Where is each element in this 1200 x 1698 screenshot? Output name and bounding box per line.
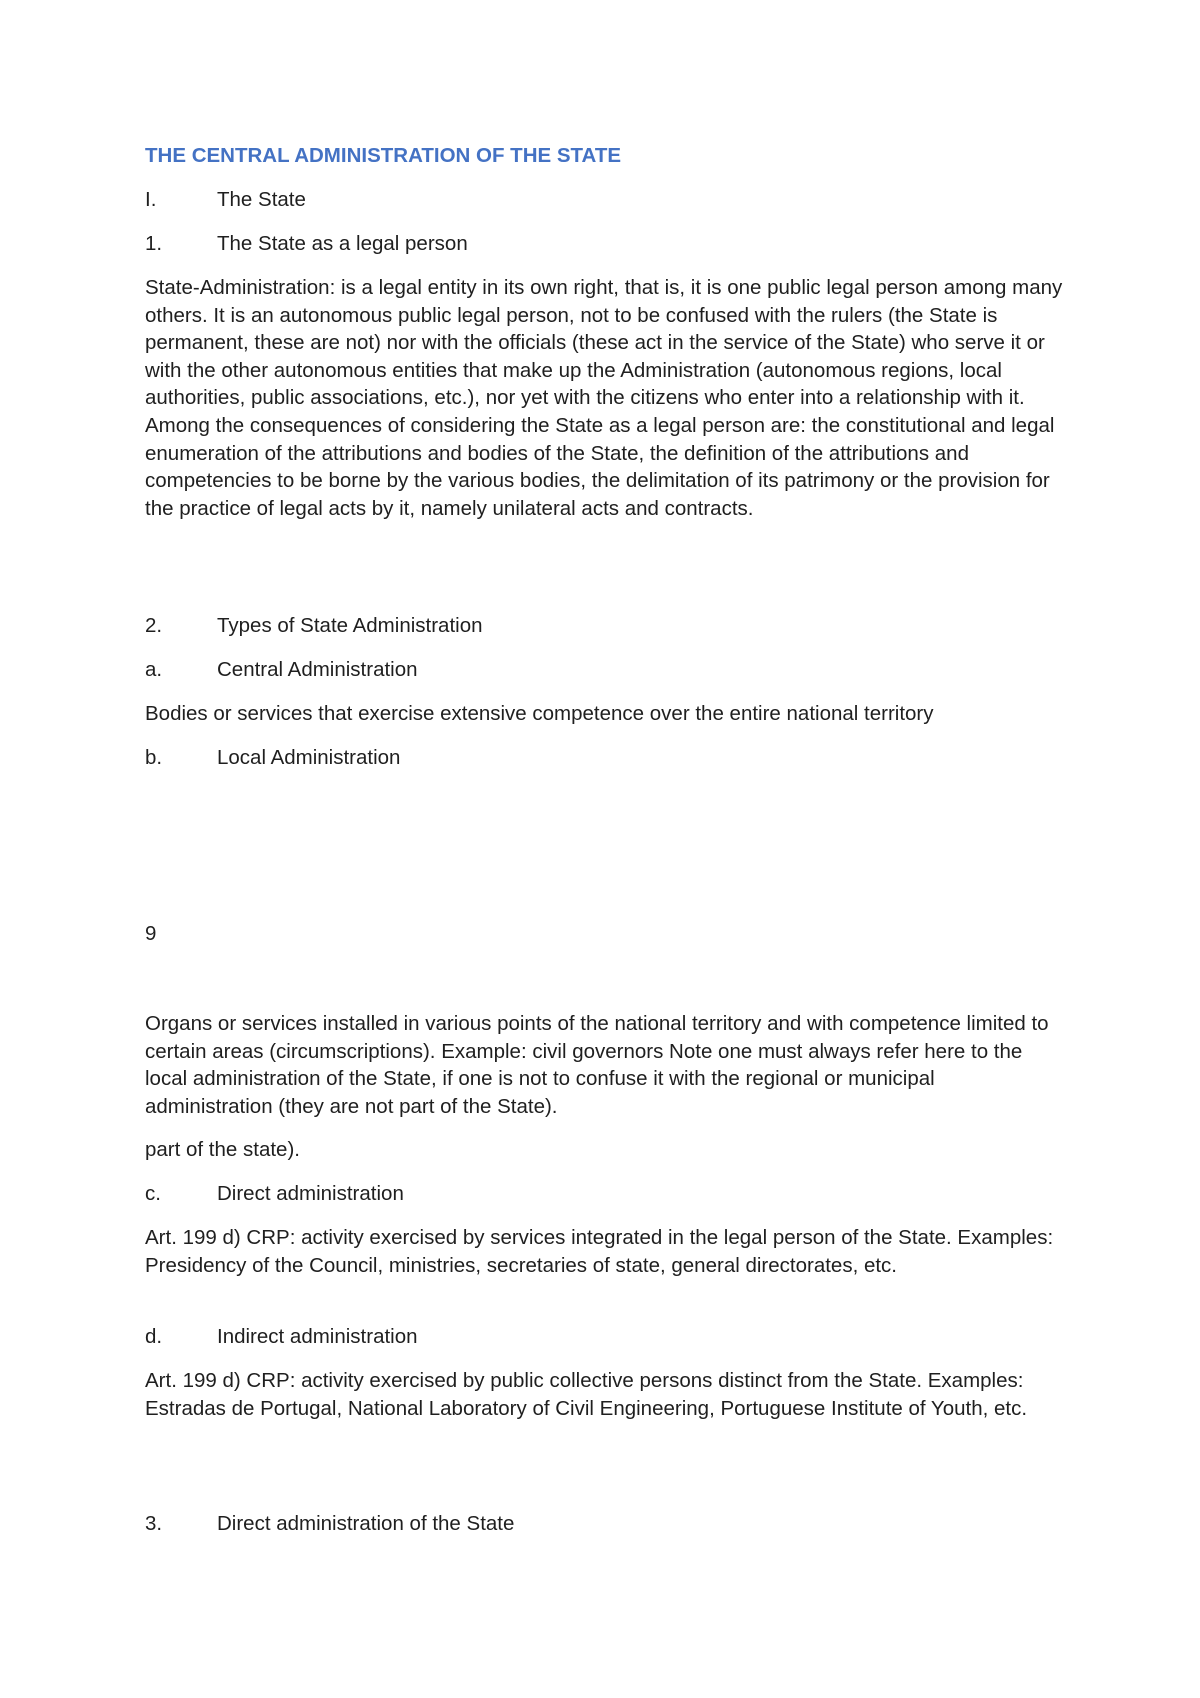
item-letter: c. (145, 1182, 161, 1205)
paragraph-direct-administration: Art. 199 d) CRP: activity exercised by services integrated in the legal person of the State. Examples: Presidency of the Council, ministries, secretaries of state, general directorates, etc. (145, 1226, 1054, 1277)
paragraph-central-administration: Bodies or services that exercise extensive competence over the entire national territory (145, 702, 934, 725)
paragraph-legal-person: State-Administration: is a legal entity in its own right, that is, it is one public legal person among many others. It is an autonomous public legal person, not to be confused with the rulers (the State is permanent, these are not) nor with the officials (these act in the service of the State) who serve it or with the other autonomous entities that make up the Administration (autonomous regions, local authorities, public associations, etc.), nor yet with the citizens who enter into a relationship with it. Among the consequences of considering the State as a legal person are: the constitutional and legal enumeration of the attributions and bodies of the State, the definition of the attributions and competencies to be borne by the various bodies, the delimitation of its patrimony or the provision for the practice of legal acts by it, namely unilateral acts and contracts. (145, 276, 1063, 520)
section-label: Types of State Administration (217, 614, 483, 637)
paragraph-local-administration: Organs or services installed in various points of the national territory and with competence limited to certain areas (circumscriptions). Example: civil governors Note one must always refer here to the local administration of the State, if one is not to confuse it with the regional or municipal administration (they are not part of the State). (145, 1012, 1049, 1118)
item-heading-c (145, 1180, 1065, 1208)
item-label: Indirect administration (217, 1325, 418, 1348)
section-heading-2 (145, 612, 1065, 640)
section-heading-I (145, 186, 1065, 214)
section-number: I. (145, 188, 157, 211)
item-heading-b (145, 744, 1065, 772)
page-number: 9 (145, 922, 157, 945)
item-label: Direct administration (217, 1182, 404, 1205)
section-heading-1 (145, 230, 1065, 258)
item-heading-a (145, 656, 1065, 684)
section-number: 3. (145, 1512, 163, 1535)
section-label: Direct administration of the State (217, 1512, 515, 1535)
section-label: The State as a legal person (217, 232, 468, 255)
paragraph-indirect-administration: Art. 199 d) CRP: activity exercised by public collective persons distinct from the State. Examples: Estradas de Portugal, National Laboratory of Civil Engineering, Portuguese Institute of Youth, etc. (145, 1369, 1028, 1420)
item-letter: d. (145, 1325, 163, 1348)
section-heading-3 (145, 1510, 1065, 1538)
paragraph-fragment: part of the state). (145, 1138, 300, 1161)
section-label: The State (217, 188, 306, 211)
section-number: 1. (145, 232, 163, 255)
document-title: THE CENTRAL ADMINISTRATION OF THE STATE (145, 144, 622, 167)
item-letter: a. (145, 658, 163, 681)
item-heading-d (145, 1323, 1065, 1351)
item-letter: b. (145, 746, 163, 769)
section-number: 2. (145, 614, 163, 637)
item-label: Local Administration (217, 746, 401, 769)
item-label: Central Administration (217, 658, 418, 681)
